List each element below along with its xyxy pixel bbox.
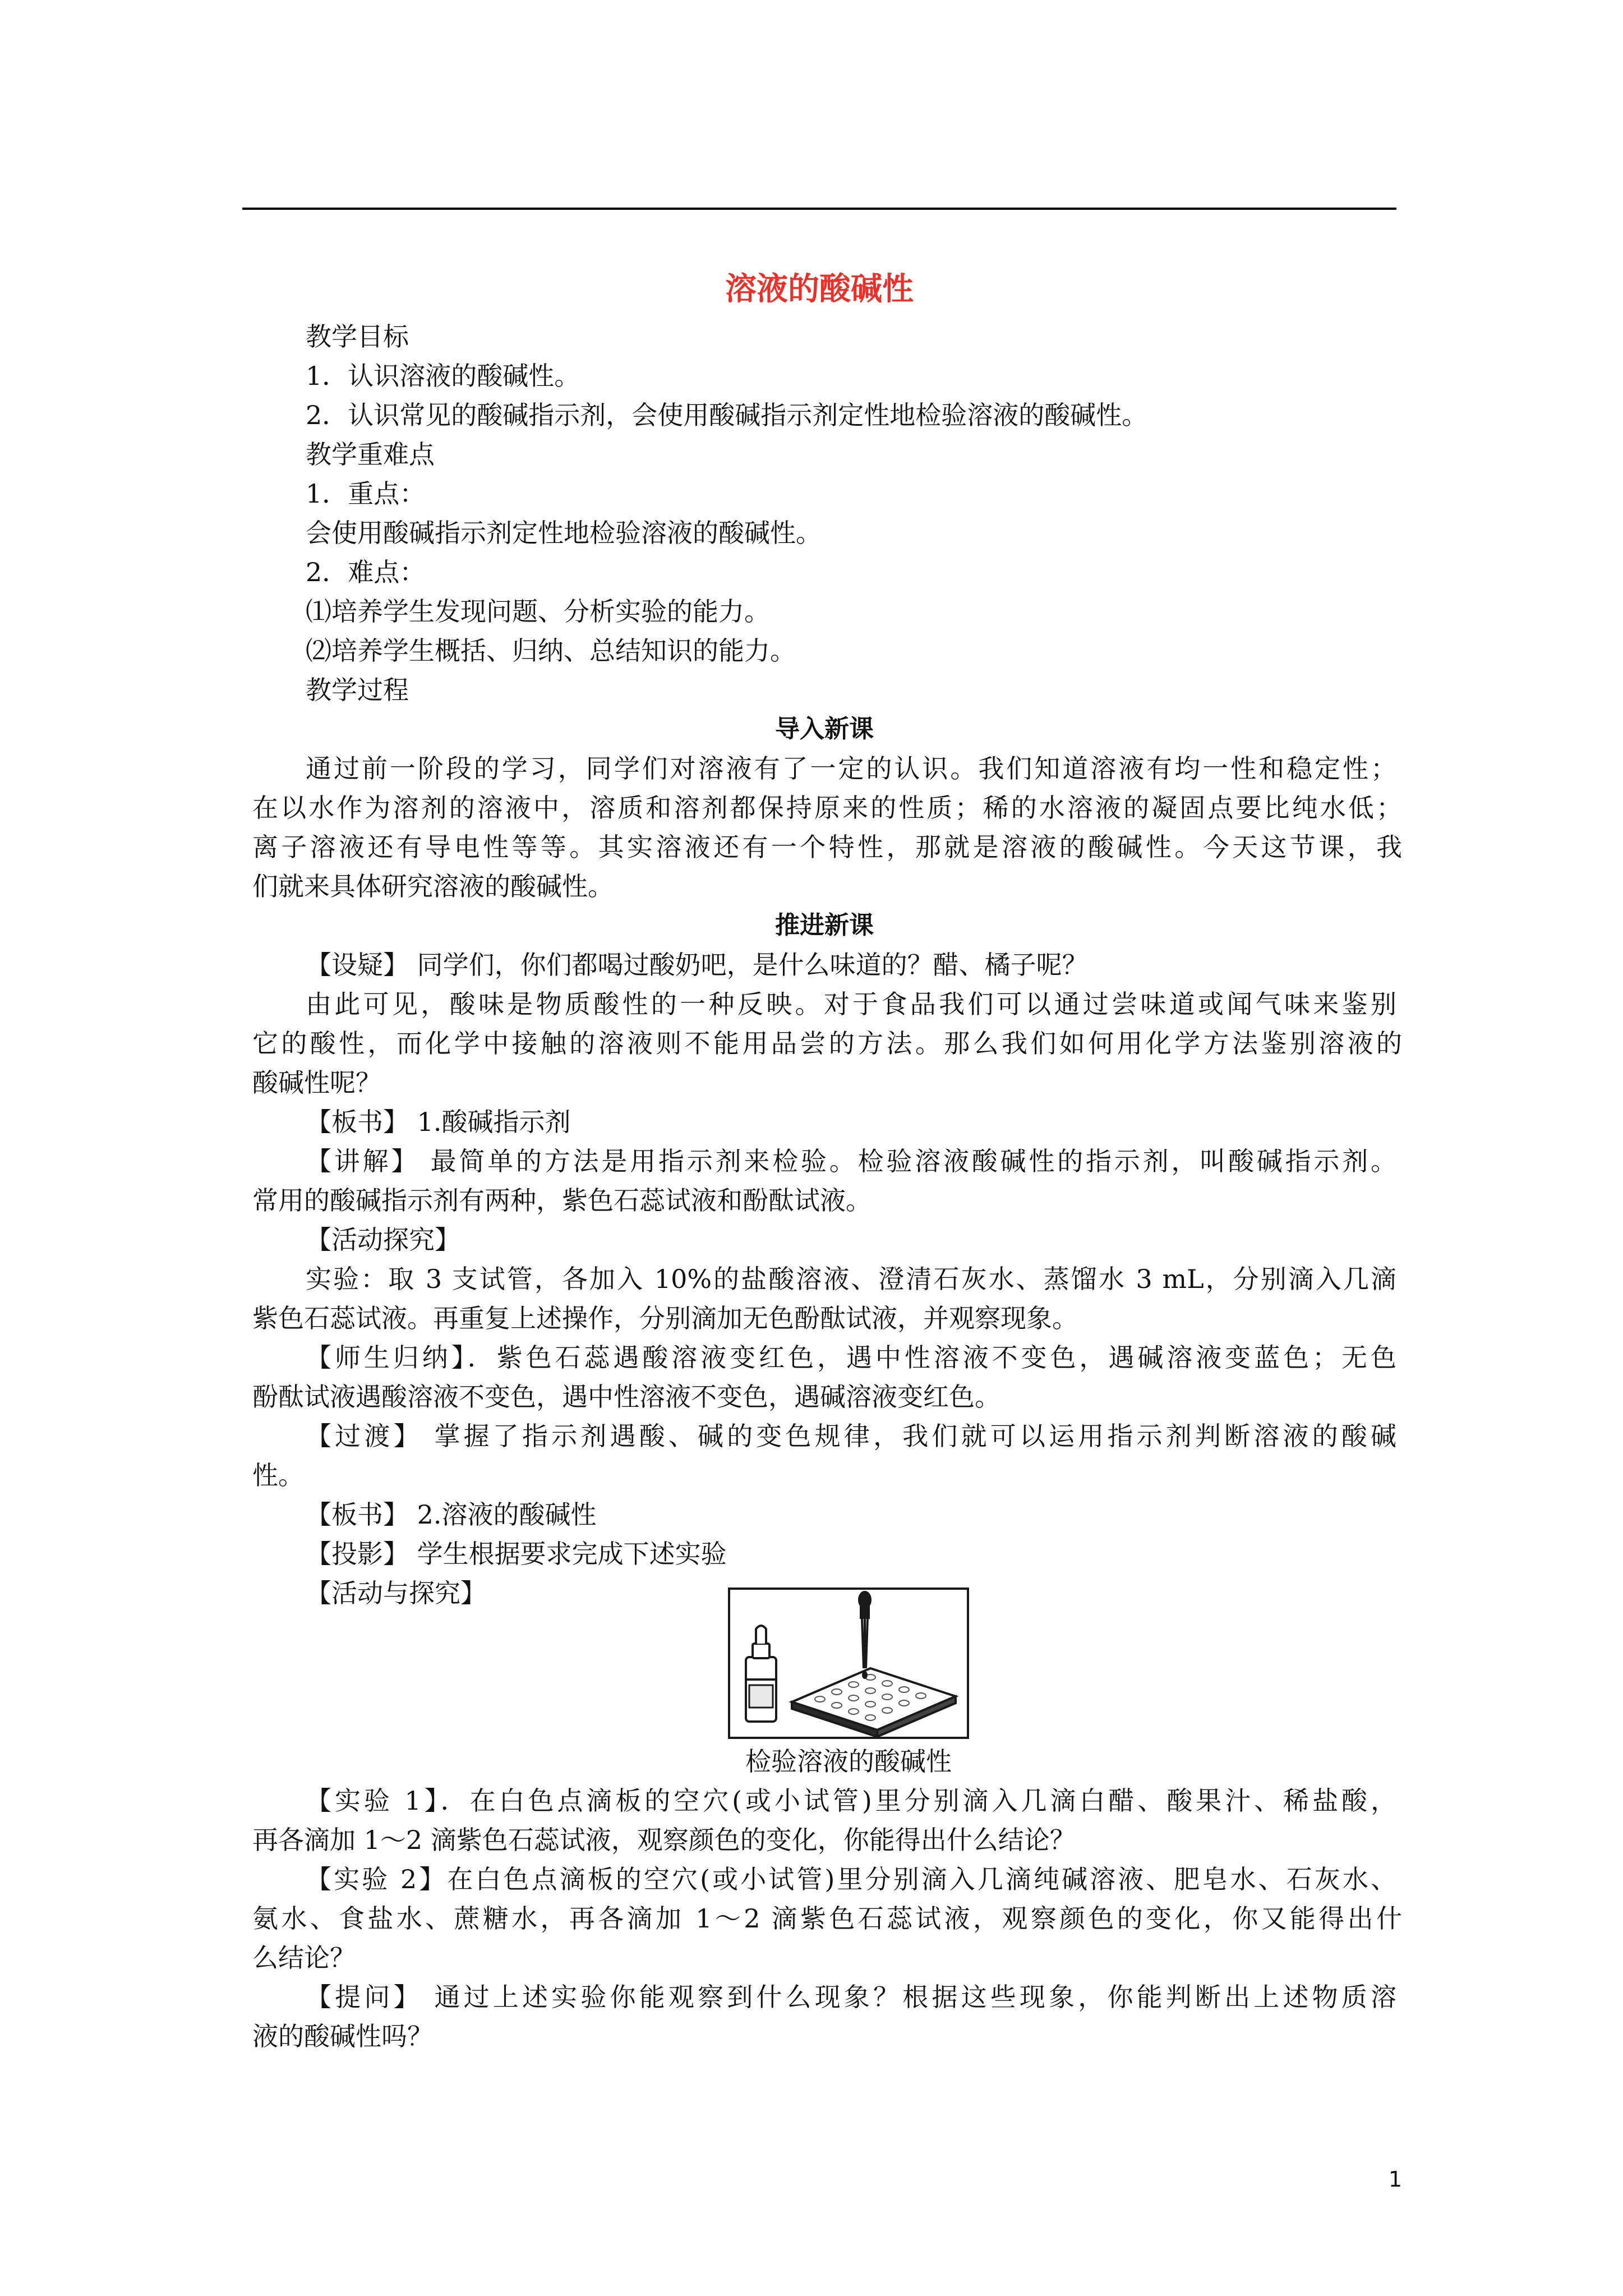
paragraph-line: 【实验 2】在白色点滴板的空穴(或小试管)里分别滴入几滴纯碱溶液、肥皂水、石灰水、	[306, 1864, 1396, 1894]
dropper-icon	[859, 1592, 870, 1678]
paragraph-line: 酸碱性呢？	[252, 1068, 381, 1098]
key-points-heading: 教学重难点	[306, 439, 435, 470]
dropper-bottle-spot-plate-icon	[730, 1590, 967, 1737]
section-heading-lesson: 推进新课	[775, 911, 874, 940]
paragraph-line: 性。	[252, 1460, 304, 1490]
paragraph-line: 氨水、食盐水、蔗糖水，再各滴加 1～2 滴紫色石蕊试液，观察颜色的变化，你又能得出什	[252, 1903, 1402, 1934]
objective-item: 1．认识溶液的酸碱性。	[306, 361, 580, 391]
paragraph-line: 常用的酸碱指示剂有两种，紫色石蕊试液和酚酞试液。	[252, 1185, 872, 1216]
paragraph-line: 再各滴加 1～2 滴紫色石蕊试液，观察颜色的变化，你能得出什么结论？	[252, 1825, 1076, 1855]
paragraph-line: 【活动探究】	[306, 1225, 460, 1255]
paragraph-line: 它的酸性，而化学中接触的溶液则不能用品尝的方法。那么我们如何用化学方法鉴别溶液的	[252, 1028, 1402, 1059]
paragraph-line: 【提问】 通过上述实验你能观察到什么现象？根据这些现象，你能判断出上述物质溶	[306, 1982, 1396, 2012]
paragraph-line: 【活动与探究】	[306, 1578, 486, 1608]
focus-label: 1．重点：	[306, 478, 426, 509]
paragraph-line: 【师生归纳】．紫色石蕊遇酸溶液变红色，遇中性溶液不变色，遇碱溶液变蓝色；无色	[306, 1342, 1396, 1373]
paragraph-line: 离子溶液还有导电性等等。其实溶液还有一个特性，那就是溶液的酸碱性。今天这节课，我	[252, 832, 1402, 862]
paragraph-line: 【投影】 学生根据要求完成下述实验	[306, 1539, 727, 1569]
objectives-heading: 教学目标	[306, 321, 409, 352]
page-number: 1	[1388, 2167, 1402, 2192]
paragraph-line: 【板书】 2.溶液的酸碱性	[306, 1499, 597, 1530]
reagent-bottle-icon	[746, 1626, 776, 1722]
difficulty-item: ⑴培养学生发现问题、分析实验的能力。	[306, 596, 770, 627]
paragraph-line: 液的酸碱性吗？	[252, 2021, 433, 2051]
paragraph-line: 紫色石蕊试液。再重复上述操作，分别滴加无色酚酞试液，并观察现象。	[252, 1303, 1078, 1333]
section-heading-intro: 导入新课	[775, 715, 874, 743]
paragraph-line: 【板书】 1.酸碱指示剂	[306, 1107, 571, 1137]
header-rule	[242, 208, 1396, 210]
experiment-figure	[728, 1588, 969, 1739]
objective-item: 2．认识常见的酸碱指示剂，会使用酸碱指示剂定性地检验溶液的酸碱性。	[306, 400, 1148, 430]
paragraph-line: 实验：取 3 支试管，各加入 10%的盐酸溶液、澄清石灰水、蒸馏水 3 mL，分别滴入几滴	[306, 1264, 1396, 1294]
paragraph-line: 在以水作为溶剂的溶液中，溶质和溶剂都保持原来的性质；稀的水溶液的凝固点要比纯水低；	[252, 793, 1402, 823]
paragraph-line: 【设疑】 同学们，你们都喝过酸奶吧，是什么味道的？醋、橘子呢？	[306, 950, 1088, 980]
paragraph-line: 通过前一阶段的学习，同学们对溶液有了一定的认识。我们知道溶液有均一性和稳定性；	[306, 753, 1396, 784]
focus-text: 会使用酸碱指示剂定性地检验溶液的酸碱性。	[306, 518, 822, 548]
document-title: 溶液的酸碱性	[725, 271, 914, 307]
difficulty-label: 2．难点：	[306, 557, 426, 587]
figure-caption: 检验溶液的酸碱性	[745, 1746, 952, 1777]
paragraph-line: 们就来具体研究溶液的酸碱性。	[252, 871, 614, 901]
paragraph-line: 么结论？	[252, 1943, 356, 1973]
paragraph-line: 由此可见，酸味是物质酸性的一种反映。对于食品我们可以通过尝味道或闻气味来鉴别	[306, 989, 1396, 1019]
paragraph-line: 【过渡】 掌握了指示剂遇酸、碱的变色规律，我们就可以运用指示剂判断溶液的酸碱	[306, 1421, 1396, 1451]
paragraph-line: 【讲解】 最简单的方法是用指示剂来检验。检验溶液酸碱性的指示剂，叫酸碱指示剂。	[306, 1146, 1396, 1176]
paragraph-line: 酚酞试液遇酸溶液不变色，遇中性溶液不变色，遇碱溶液变红色。	[252, 1382, 1000, 1412]
process-heading: 教学过程	[306, 675, 409, 705]
difficulty-item: ⑵培养学生概括、归纳、总结知识的能力。	[306, 636, 796, 666]
paragraph-line: 【实验 1】．在白色点滴板的空穴(或小试管)里分别滴入几滴白醋、酸果汁、稀盐酸，	[306, 1786, 1396, 1816]
